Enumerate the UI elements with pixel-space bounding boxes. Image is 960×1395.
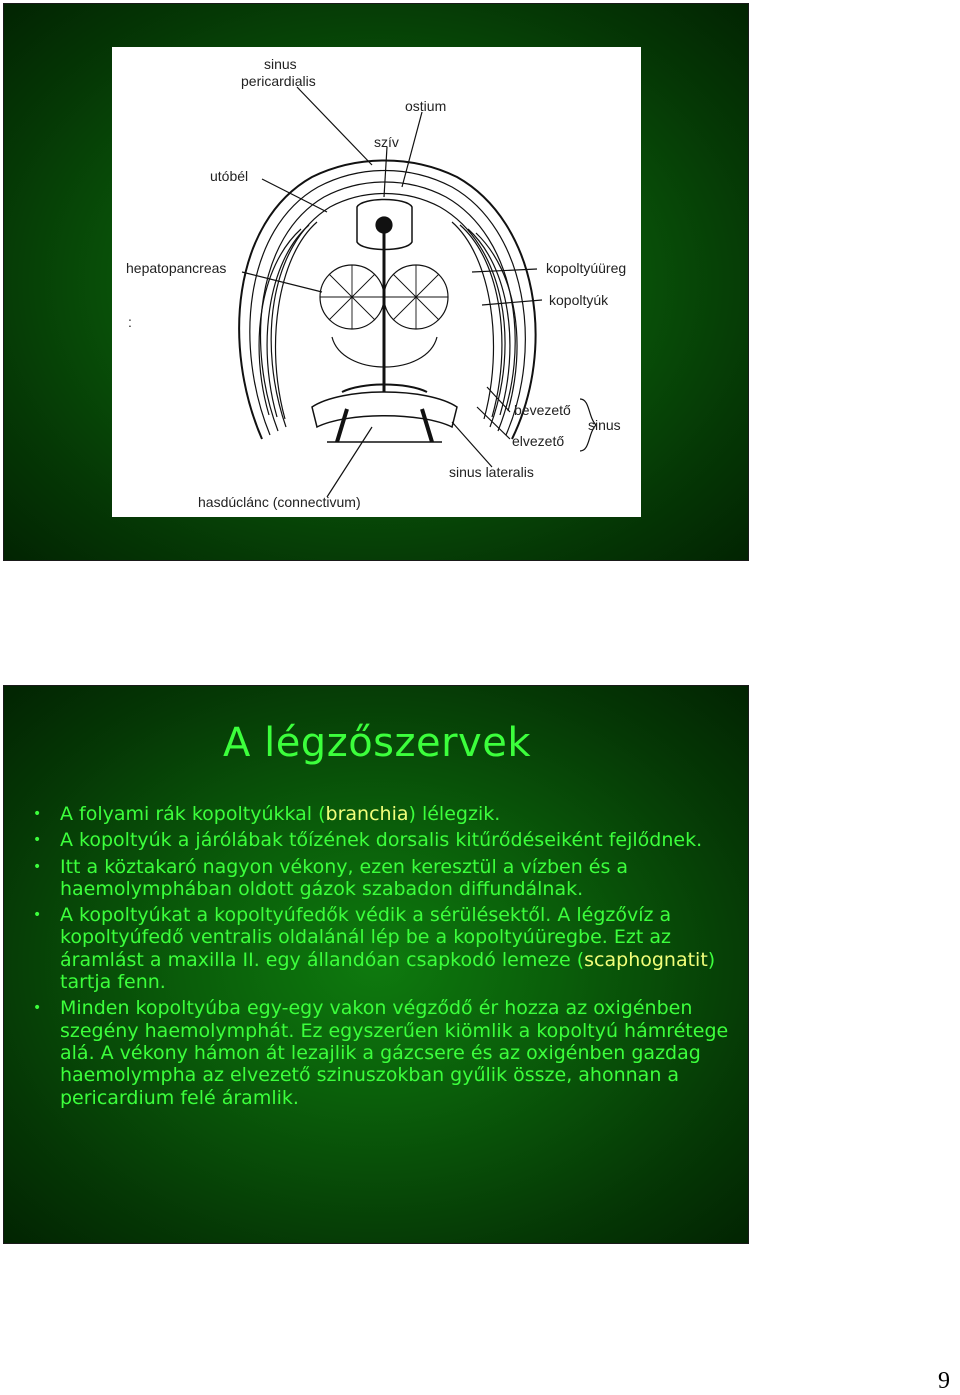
label-hasduclanc: hasdúclánc (connectivum) [198, 494, 361, 510]
label-hepatopancreas: hepatopancreas [126, 260, 227, 276]
bullet-list [30, 803, 730, 1113]
bullet-text: A kopoltyúk a járólábak tőízének dorsalis kitűrődéseiként fejlődnek. [60, 829, 703, 852]
slide-diagram [3, 3, 749, 561]
bullet-dot-icon: • [33, 1000, 42, 1017]
bullet-text-before: A folyami rák kopoltyúkkal ( [60, 803, 326, 825]
label-elvezeto: elvezető [512, 433, 565, 449]
label-sinus-lateralis: sinus lateralis [449, 464, 534, 480]
bullet-text: Minden kopoltyúba egy-egy vakon végződő ér hozza az oxigénben szegény haemolymphát. Ez egyszerűen kiömlik a kopoltyú hámrétege alá. A vékony hámon át lezajlik a gázcsere és az oxigénben gazdag haemolympha az elvezető szinuszokban gyűlik össze, ahonnan a pericardium felé áramlik. [60, 997, 729, 1109]
bullet-dot-icon: • [33, 907, 42, 924]
page-number: 9 [938, 1368, 950, 1394]
label-kopoltyuureg: kopoltyúüreg [546, 260, 627, 276]
bullet-highlight: scaphognatit [584, 948, 708, 971]
slide-text [3, 685, 749, 1244]
bullet-dot-icon: • [33, 858, 42, 875]
bullet-text-before: A kopoltyúkat a kopoltyúfedők védik a sérülésektől. A légzővíz a kopoltyúfedő ventralis oldalánál lép be a kopoltyúüregbe. Ezt az áramlást a maxilla II. egy állandóan csapkodó lemeze ( [60, 904, 672, 971]
label-sinus-pericardialis-1: sinus [264, 56, 297, 72]
label-kopoltyuk: kopoltyúk [549, 292, 609, 308]
bullet-dot-icon: • [33, 832, 42, 849]
label-utobel: utóbél [210, 168, 249, 184]
label-ostium: ostium [405, 98, 447, 114]
crayfish-cross-section-drawing [112, 47, 641, 517]
bullet-text-after: ) tartja fenn. [60, 948, 716, 994]
label-colon-mark: : [128, 314, 132, 330]
bullet-item [30, 904, 730, 993]
bullet-item [30, 829, 730, 851]
label-bevezeto: bevezető [514, 402, 571, 418]
bullet-item [30, 997, 730, 1108]
label-sinus: sinus [588, 417, 621, 433]
bullet-item [30, 856, 730, 901]
label-sziv: szív [374, 134, 399, 150]
bullet-text: Itt a köztakaró nagyon vékony, ezen keresztül a vízben és a haemolymphában oldott gázok szabadon diffundálnak. [60, 855, 629, 900]
bullet-highlight: branchia [325, 803, 409, 825]
label-sinus-pericardialis-2: pericardialis [241, 73, 316, 89]
bullet-item [30, 803, 730, 825]
bullet-text-after: ) lélegzik. [408, 803, 501, 825]
crayfish-cross-section-figure [112, 47, 641, 517]
slide-title: A légzőszervek [223, 720, 531, 766]
bullet-dot-icon: • [33, 806, 42, 822]
